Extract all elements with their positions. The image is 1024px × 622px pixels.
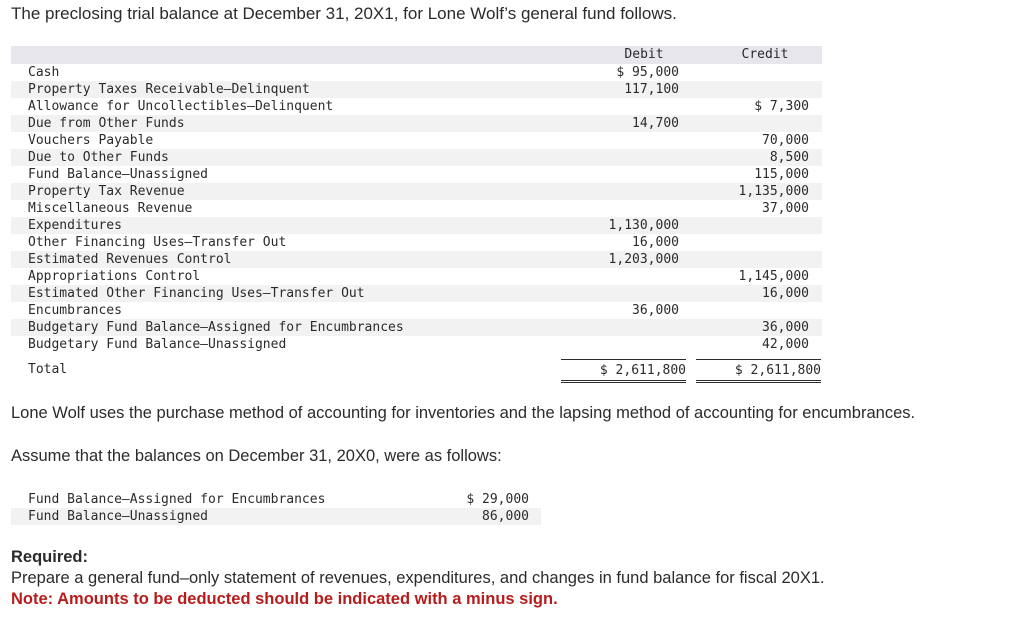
credit-amount: 70,000 — [762, 133, 809, 148]
account-name: Property Taxes Receivable—Delinquent — [28, 82, 310, 97]
table-row — [11, 200, 822, 217]
debit-amount: $ 95,000 — [616, 65, 679, 80]
table-row — [11, 115, 822, 132]
account-name: Encumbrances — [28, 303, 122, 318]
required-label: Required: — [11, 548, 89, 566]
account-name: Due from Other Funds — [28, 116, 185, 131]
table-row — [11, 166, 822, 183]
account-name: Property Tax Revenue — [28, 184, 185, 199]
table-row — [11, 285, 822, 302]
debit-amount: 117,100 — [624, 82, 679, 97]
credit-amount: $ 7,300 — [754, 99, 809, 114]
required-note: Note: Amounts to be deducted should be indicated with a minus sign. — [11, 590, 558, 608]
table-row — [11, 251, 822, 268]
total-row — [11, 359, 822, 381]
credit-amount: 37,000 — [762, 201, 809, 216]
table-row — [11, 132, 822, 149]
intro-text: The preclosing trial balance at December 31, 20X1, for Lone Wolf’s general fund follows. — [11, 4, 677, 23]
method-paragraph: Lone Wolf uses the purchase method of accounting for inventories and the lapsing method of accounting for encumbrances. — [11, 404, 916, 422]
account-name: Budgetary Fund Balance—Assigned for Encumbrances — [28, 320, 404, 335]
trial-balance-table — [11, 46, 822, 381]
account-name: Fund Balance—Assigned for Encumbrances — [28, 492, 326, 507]
table-row — [11, 319, 822, 336]
credit-amount: 16,000 — [762, 286, 809, 301]
header-bar — [11, 46, 822, 64]
account-name: Allowance for Uncollectibles—Delinquent — [28, 99, 334, 114]
debit-amount: 1,130,000 — [608, 218, 679, 233]
assume-paragraph: Assume that the balances on December 31, 20X0, were as follows: — [11, 447, 502, 465]
total-credit: $ 2,611,800 — [696, 359, 821, 383]
account-name: Cash — [28, 65, 60, 80]
account-name: Estimated Revenues Control — [28, 252, 232, 267]
prior-balances-table — [11, 491, 541, 525]
table-row — [11, 183, 822, 200]
total-label: Total — [28, 362, 68, 377]
account-name: Budgetary Fund Balance—Unassigned — [28, 337, 287, 352]
table-row — [11, 234, 822, 251]
table-row — [11, 302, 822, 319]
required-section — [11, 547, 825, 610]
trial-balance-header — [11, 46, 822, 64]
credit-amount: 36,000 — [762, 320, 809, 335]
table-row — [11, 217, 822, 234]
debit-amount: 16,000 — [632, 235, 679, 250]
account-name: Expenditures — [28, 218, 122, 233]
credit-amount: 115,000 — [754, 167, 809, 182]
required-text: Prepare a general fund–only statement of revenues, expenditures, and changes in fund balance for fiscal 20X1. — [11, 569, 825, 587]
debit-header: Debit — [624, 47, 664, 62]
account-name: Estimated Other Financing Uses—Transfer Out — [28, 286, 365, 301]
table-row — [11, 491, 541, 508]
account-name: Fund Balance—Unassigned — [28, 509, 209, 524]
credit-header: Credit — [741, 47, 789, 62]
credit-amount: 1,135,000 — [738, 184, 809, 199]
debit-amount: 36,000 — [632, 303, 679, 318]
table-row — [11, 508, 541, 525]
table-row — [11, 64, 822, 81]
table-row — [11, 268, 822, 285]
table-row — [11, 149, 822, 166]
account-name: Vouchers Payable — [28, 133, 154, 148]
table-row — [11, 336, 822, 353]
debit-amount: 1,203,000 — [608, 252, 679, 267]
table-row — [11, 81, 822, 98]
credit-amount: 42,000 — [762, 337, 809, 352]
balance-amount: 86,000 — [482, 509, 529, 524]
balance-amount: $ 29,000 — [466, 492, 529, 507]
table-row — [11, 98, 822, 115]
account-name: Due to Other Funds — [28, 150, 169, 165]
credit-amount: 1,145,000 — [738, 269, 809, 284]
credit-amount: 8,500 — [769, 150, 809, 165]
debit-amount: 14,700 — [632, 116, 679, 131]
account-name: Miscellaneous Revenue — [28, 201, 193, 216]
account-name: Fund Balance—Unassigned — [28, 167, 209, 182]
account-name: Other Financing Uses—Transfer Out — [28, 235, 287, 250]
trial-balance-rows — [11, 64, 822, 353]
total-debit: $ 2,611,800 — [561, 359, 686, 383]
account-name: Appropriations Control — [28, 269, 201, 284]
